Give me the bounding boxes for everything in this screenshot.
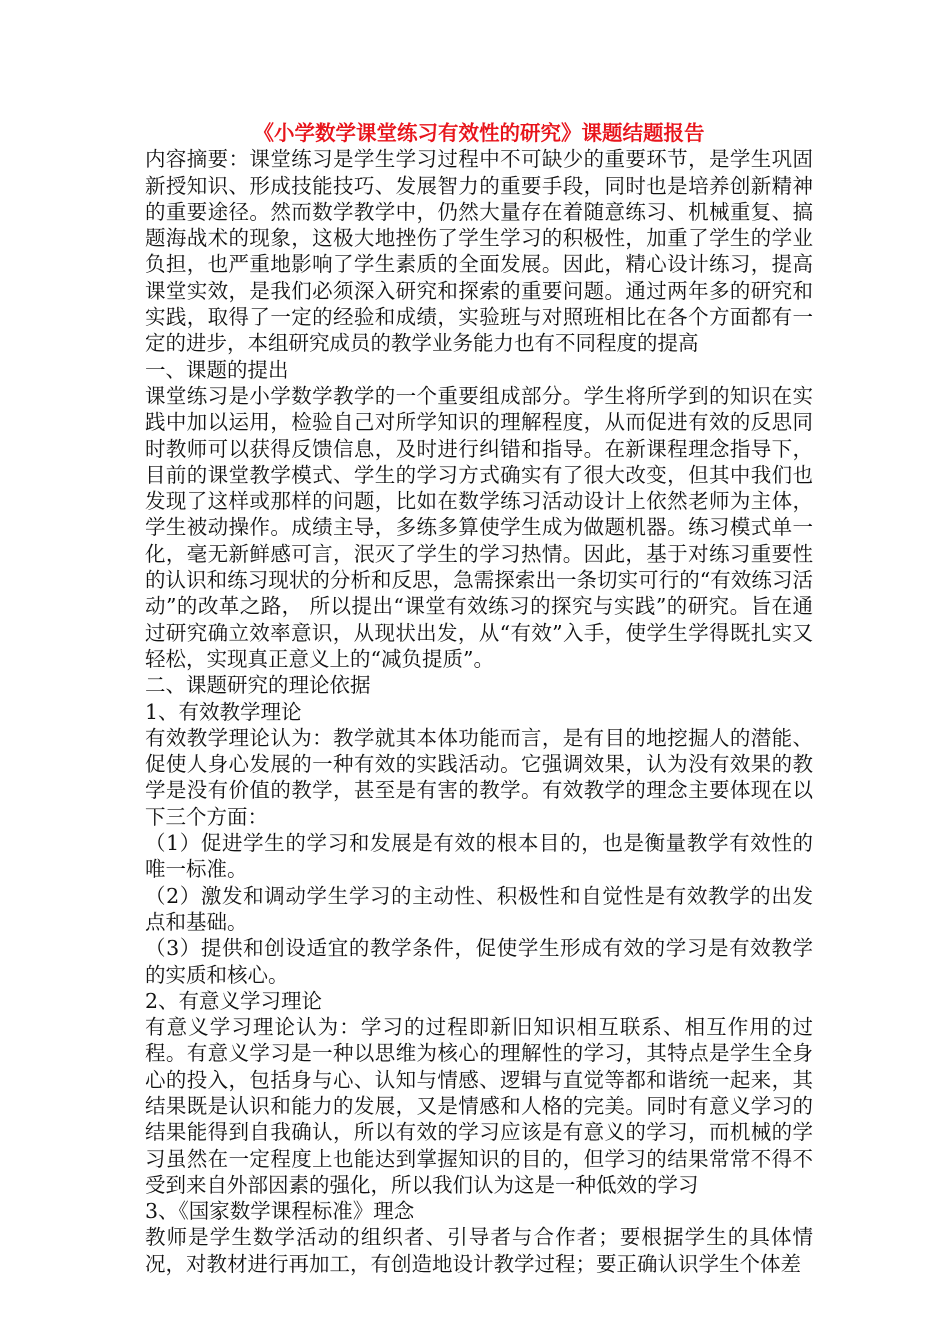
section2-heading: 二、课题研究的理论依据: [145, 673, 371, 698]
abstract-paragraph: 内容摘要：课堂练习是学生学习过程中不可缺少的重要环节，是学生巩固新授知识、形成技能技巧、发展智力的重要手段，同时也是培养创新精神的重要途径。然而数学教学中，仍然大量存在着随意练习、机械重复、搞题海战术的现象，这极大地挫伤了学生学习的积极性，加重了学生的学业负担，也严重地影响了学生素质的全面发展。因此，精心设计练习，提高课堂实效，是我们必须深入研究和探索的重要问题。通过两年多的研究和实践，取得了一定的经验和成绩，实验班与对照班相比在各个方面都有一定的进步，本组研究成员的教学业务能力也有不同程度的提高: [145, 147, 813, 356]
subsection3-paragraph: 教师是学生数学活动的组织者、引导者与合作者；要根据学生的具体情况，对教材进行再加工，有创造地设计教学过程；要正确认识学生个体差: [145, 1225, 813, 1276]
document-title: 《小学数学课堂练习有效性的研究》课题结题报告: [253, 121, 705, 145]
subsection2-paragraph: 有意义学习理论认为：学习的过程即新旧知识相互联系、相互作用的过程。有意义学习是一种以思维为核心的理解性的学习，其特点是学生全身心的投入，包括身与心、认知与情感、逻辑与直觉等都和谐统一起来，其结果既是认识和能力的发展，又是情感和人格的完美。同时有意义学习的结果能得到自我确认，所以有效的学习应该是有意义的学习，而机械的学习虽然在一定程度上也能达到掌握知识的目的，但学习的结果常常不得不受到来自外部因素的强化，所以我们认为这是一种低效的学习: [145, 1015, 813, 1197]
subsection1-paragraph: 有效教学理论认为：教学就其本体功能而言，是有目的地挖掘人的潜能、促使人身心发展的一种有效的实践活动。它强调效果，认为没有效果的教学是没有价值的教学，甚至是有害的教学。有效教学的理念主要体现在以下三个方面：: [145, 725, 813, 829]
document-page: [145, 120, 813, 1277]
subsection2-heading: 2、有意义学习理论: [145, 988, 323, 1013]
section1-heading: 一、课题的提出: [145, 357, 289, 382]
section1-paragraph: 课堂练习是小学数学教学的一个重要组成部分。学生将所学到的知识在实践中加以运用，检验自己对所学知识的理解程度，从而促进有效的反思同时教师可以获得反馈信息，及时进行纠错和指导。在新课程理念指导下，目前的课堂教学模式、学生的学习方式确实有了很大改变，但其中我们也发现了这样或那样的问题，比如在数学练习活动设计上依然老师为主体，学生被动操作。成绩主导，多练多算使学生成为做题机器。练习模式单一化，毫无新鲜感可言，泯灭了学生的学习热情。因此，基于对练习重要性的认识和练习现状的分析和反思，急需探索出一条切实可行的“有效练习活动”的改革之路， 所以提出“课堂有效练习的探究与实践”的研究。旨在通过研究确立效率意识，从现状出发，从“有效”入手，使学生学得既扎实又轻松，实现真正意义上的“减负提质”。: [145, 383, 813, 671]
subsection1-point-1: （1）促进学生的学习和发展是有效的根本目的，也是衡量教学有效性的唯一标准。: [145, 831, 813, 882]
subsection3-heading: 3、《国家数学课程标准》理念: [145, 1199, 415, 1224]
subsection1-point-2: （2）激发和调动学生学习的主动性、积极性和自觉性是有效教学的出发点和基础。: [145, 883, 813, 934]
subsection1-heading: 1、有效教学理论: [145, 699, 302, 724]
subsection1-point-3: （3）提供和创设适宜的教学条件，促使学生形成有效的学习是有效教学的实质和核心。: [145, 936, 813, 987]
